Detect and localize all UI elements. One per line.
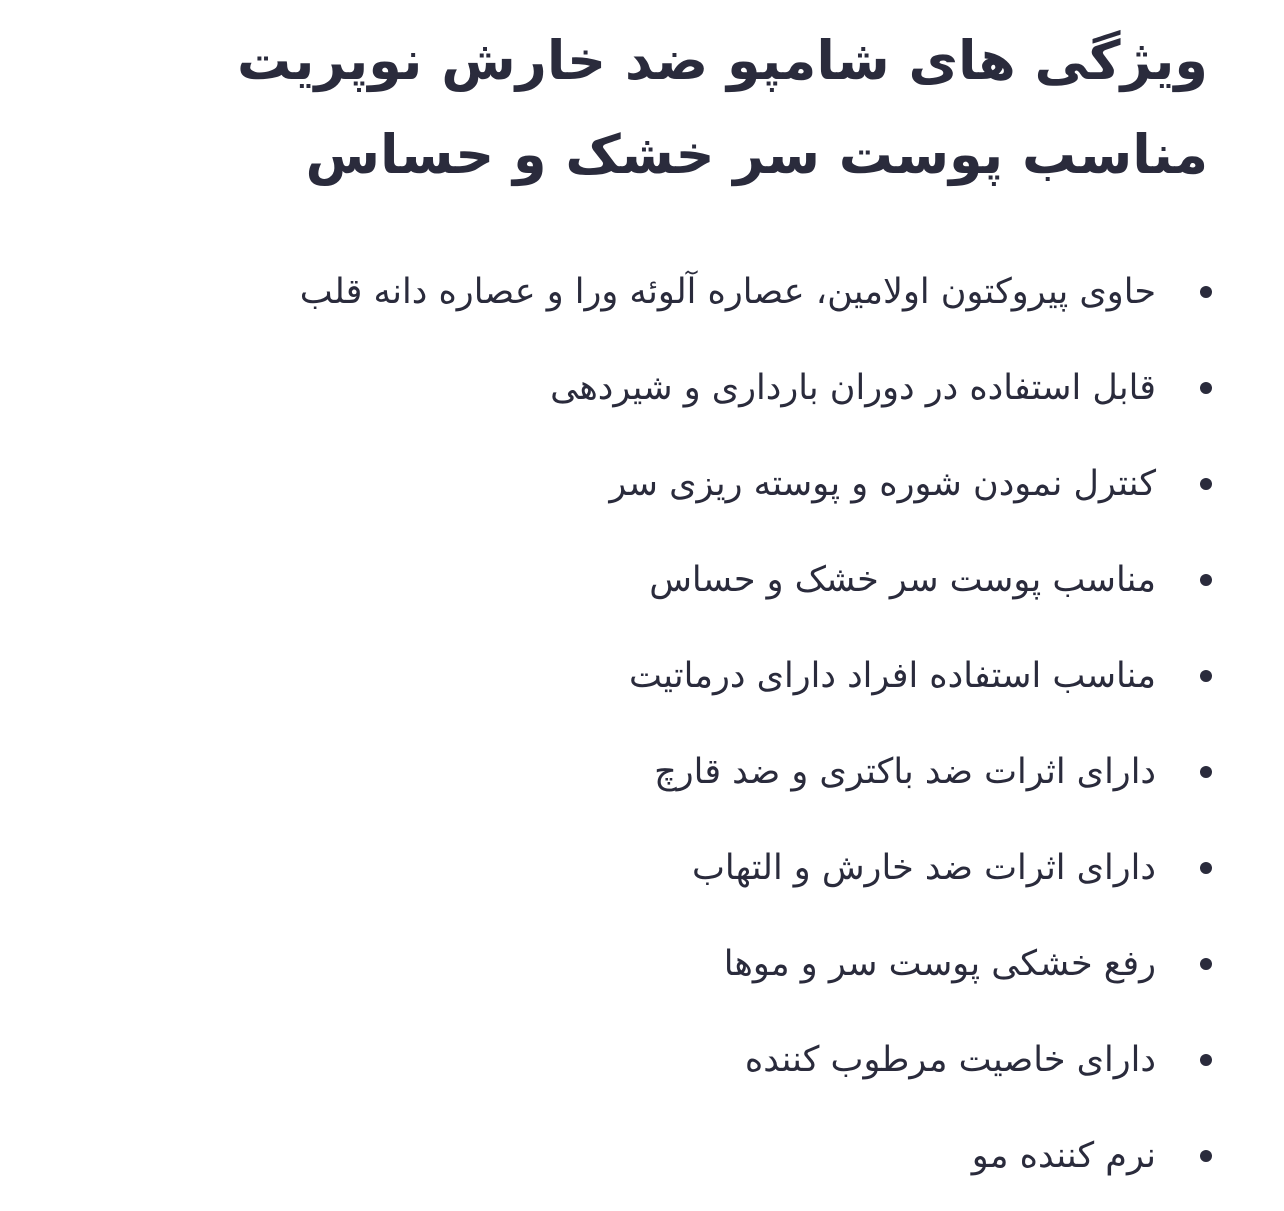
bullet-icon: [1200, 766, 1212, 778]
list-item-text: مناسب استفاده افراد دارای درماتیت: [628, 656, 1156, 696]
bullet-icon: [1200, 958, 1212, 970]
list-item-text: دارای اثرات ضد باکتری و ضد قارچ: [654, 752, 1156, 792]
list-item: [60, 436, 1208, 532]
bullet-icon: [1200, 862, 1212, 874]
list-item-text: قابل استفاده در دوران بارداری و شیردهی: [550, 368, 1156, 408]
list-item: [60, 340, 1208, 436]
list-item-text: دارای اثرات ضد خارش و التهاب: [691, 848, 1156, 888]
list-item-text: کنترل نمودن شوره و پوسته ریزی سر: [609, 464, 1156, 504]
list-item: [60, 724, 1208, 820]
list-item: [60, 916, 1208, 1012]
list-item: [60, 628, 1208, 724]
list-item: [60, 1012, 1208, 1108]
bullet-icon: [1200, 670, 1212, 682]
bullet-icon: [1200, 478, 1212, 490]
page-title: ویژگی های شامپو ضد خارش نوپریت مناسب پوست سر خشک و حساس: [237, 29, 1208, 186]
list-item-text: مناسب پوست سر خشک و حساس: [649, 560, 1156, 600]
list-item-text: حاوی پیروکتون اولامین، عصاره آلوئه ورا و عصاره دانه قلب: [299, 272, 1156, 312]
bullet-icon: [1200, 1150, 1212, 1162]
bullet-icon: [1200, 574, 1212, 586]
list-item: [60, 244, 1208, 340]
article: [60, 0, 1208, 1204]
bullet-icon: [1200, 286, 1212, 298]
list-item-text: دارای خاصیت مرطوب کننده: [744, 1040, 1156, 1080]
list-item: [60, 532, 1208, 628]
bullet-icon: [1200, 1054, 1212, 1066]
feature-list: [60, 244, 1208, 1204]
bullet-icon: [1200, 382, 1212, 394]
list-item-text: رفع خشکی پوست سر و موها: [723, 944, 1156, 984]
list-item: [60, 820, 1208, 916]
list-item-text: نرم کننده مو: [971, 1136, 1156, 1176]
list-item: [60, 1108, 1208, 1204]
